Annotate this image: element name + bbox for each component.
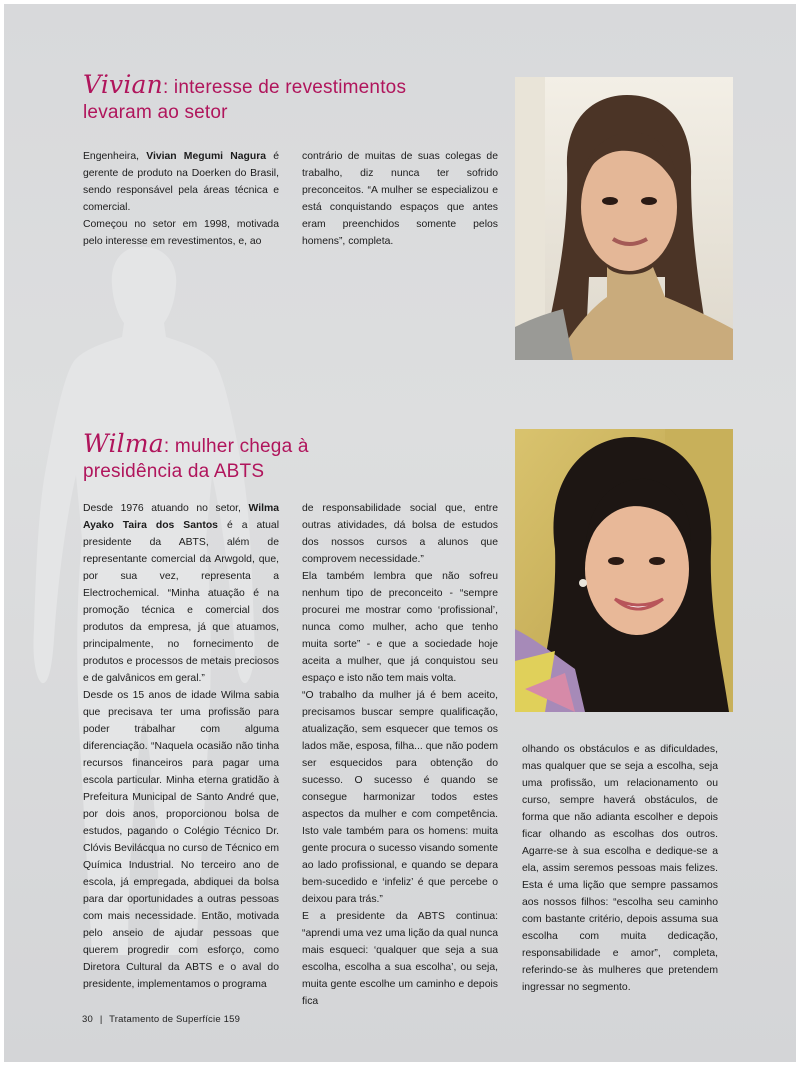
page-footer [82,1014,240,1025]
vivian-heading-name: Vivian [83,70,163,99]
vivian-photo [515,77,733,360]
vivian-heading-line2: levaram ao setor [83,102,228,123]
wilma-column-1 [83,500,279,993]
page-number: 30 [82,1014,93,1025]
wilma-paragraph-2: Desde os 15 anos de idade Wilma sabia que precisava ter uma profissão para poder trabalhar com alguma diferenciação. “Naquela ocasião não tinha recursos financeiros para pagar uma escola particular. Minha eterna gratidão à Prefeitura Municipal de Santo André que, por dois anos, proporcionou bolsa de estudos, pagando o Colégio Técnico Dr. Clóvis Bevilácqua no curso de Técnico em Química Industrial. No terceiro ano de escola, já empregada, abdiquei da bolsa para dar oportunidades a outras pessoas com mais necessidade. Então, motivada pelo anseio de ajudar pessoas que querem progredir com esforço, como Diretora Cultural da ABTS e o aval do presidente, implementamos o programa [83,690,279,990]
wilma-paragraph-4: Ela também lembra que não sofreu nenhum tipo de preconceito - “sempre procurei me mostrar como ‘profissional’, nunca como mulher, acho que tenho muita sorte” - e que a sociedade hoje aceita a mulher, que já conquistou seu espaço e isto não tem mais volta. [302,571,498,684]
vivian-role-text: é gerente de produto na Doerken do Brasil, sendo responsável pela áreas técnica e comercial. [83,151,279,213]
wilma-heading-line1: : mulher chega à [163,436,309,457]
wilma-heading [83,431,309,484]
wilma-heading-line2: presidência da ABTS [83,461,265,482]
wilma-paragraph-7: olhando os obstáculos e as dificuldades, mas qualquer que se seja a escolha, seja uma profissão, um relacionamento ou curso, sempre haverá obstáculos, de forma que não adianta escolher e depois ficar olhando as escolhas dos outros. Agarre-se à sua escolha e dedique-se a ela, assim seremos pessoas mais felizes. Esta é uma lição que sempre passamos aos nossos filhos: “escolha seu caminho com bastante critério, depois assuma sua escolha com muita dedicação, responsabilidade e amor”, completa, referindo-se às mulheres que pretendem ingressar no segmento. [522,744,718,993]
vivian-paragraph-2: Começou no setor em 1998, motivada pelo interesse em revestimentos, e, ao [83,219,279,247]
vivian-heading-line1: : interesse de revestimentos [162,77,407,98]
vivian-column-1 [83,148,279,250]
vivian-full-name: Vivian Megumi Nagura [146,151,267,162]
wilma-column-3 [522,741,718,996]
vivian-paragraph-1 [83,148,279,216]
wilma-intro-text: Desde 1976 atuando no setor, [83,503,249,514]
wilma-paragraph-5: “O trabalho da mulher já é bem aceito, precisamos buscar sempre qualificação, atualização, sem esquecer que temos os lados mãe, esposa, filha... que não podem ser esquecidos para obtenção do sucesso. O sucesso é quando se consegue harmonizar todos estes aspectos da mulher e com competência. Isto vale também para os homens: muita gente procura o sucesso visando somente ao lado profissional, e quando se depara bem-sucedido e ‘infeliz’ é que percebe o deixou para trás.” [302,690,498,905]
vivian-column-2 [302,148,498,250]
wilma-paragraph-3: de responsabilidade social que, entre outras atividades, dá bolsa de estudos dos nossos cursos a alunos que comprovem necessidade.” [302,503,498,565]
wilma-column-2 [302,500,498,1010]
wilma-full-name: Wilma Ayako Taira dos Santos [83,503,279,531]
wilma-role-text: é a atual presidente da ABTS, além de representante comercial da Arwgold, que, por sua vez, representa a Electrochemical. “Minha atuação é na promoção técnica e comercial dos produtos da empresa, já que atuamos, principalmente, no fornecimento de produtos e processos de metais preciosos e de galvânicos em geral.” [83,520,280,684]
vivian-intro-text: Engenheira, [83,151,147,162]
publication-name: Tratamento de Superfície 159 [109,1014,241,1025]
wilma-paragraph-1 [83,500,279,687]
magazine-page [4,4,796,1062]
wilma-heading-name: Wilma [83,429,164,458]
footer-separator: | [99,1014,103,1025]
wilma-paragraph-6: E a presidente da ABTS continua: “aprendi uma vez uma lição da qual nunca mais esqueci: ‘qualquer que seja a sua escolha, escolha a sua escolha’, ou seja, muita gente escolhe um caminho e depois fica [302,911,498,1007]
vivian-paragraph-3: contrário de muitas de suas colegas de trabalho, diz nunca ter sofrido preconceitos. “A mulher se especializou e está conquistando espaços que antes eram preenchidos somente pelos homens”, completa. [302,151,498,247]
vivian-heading [83,72,406,125]
wilma-photo [515,429,733,712]
